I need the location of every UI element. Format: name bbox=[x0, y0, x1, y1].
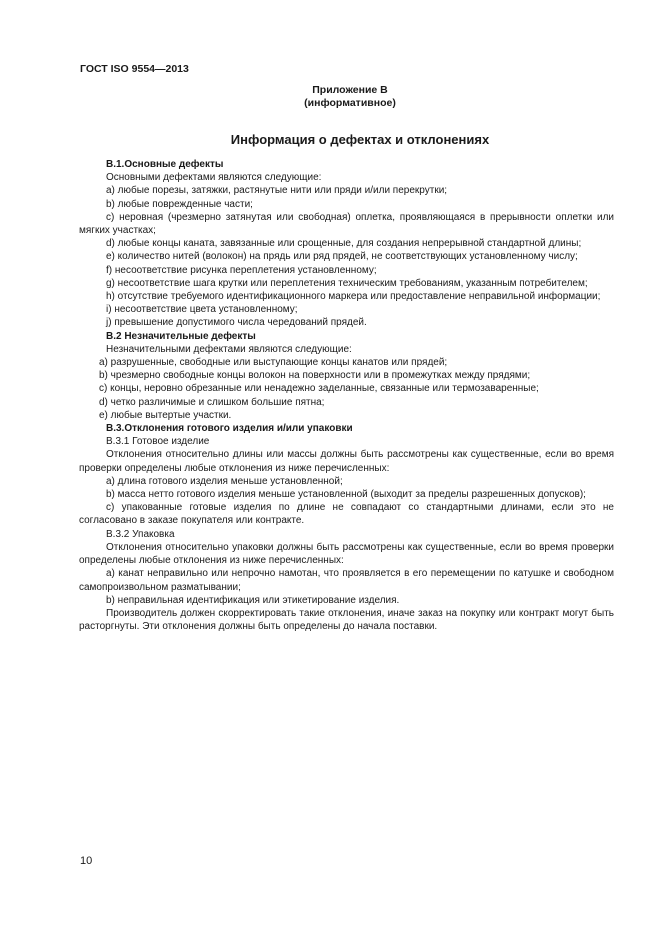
section-heading: В.1.Основные дефекты bbox=[106, 159, 224, 170]
list-item: b) неправильная идентификация или этикетирование изделия. bbox=[106, 594, 400, 606]
list-item: b) любые поврежденные части; bbox=[106, 198, 253, 210]
list-item: с) упакованные готовые изделия по длине не совпадают со стандартными длинами, если это не согласовано в заказе покупателя или контракте. bbox=[79, 502, 614, 527]
document-body bbox=[79, 158, 614, 633]
list-item: с) неровная (чрезмерно затянутая или свободная) оплетка, проявляющаяся в прерывности оплетки или мягких участках; bbox=[79, 211, 614, 237]
list-item: а) любые порезы, затяжки, растянутые нити или пряди и/или перекрутки; bbox=[106, 185, 448, 197]
paragraph: Основными дефектами являются следующие: bbox=[106, 172, 322, 184]
section-heading: В.3.Отклонения готового изделия и/или упаковки bbox=[106, 423, 353, 435]
paragraph: Отклонения относительно длины или массы должны быть рассмотрены как существенные, если во время проверки определены любые отклонения из ниже перечисленных: bbox=[79, 449, 614, 474]
subsection-heading: В.3.2 Упаковка bbox=[106, 528, 175, 540]
page-number: 10 bbox=[80, 855, 93, 867]
section-heading: В.2 Незначительные дефекты bbox=[106, 330, 256, 342]
list-item: d) четко различимые и слишком большие пятна; bbox=[99, 396, 325, 408]
list-item: а) канат неправильно или непрочно намотан, что проявляется в его перемещении по катушке и свободном самопроизвольном разматывании; bbox=[79, 568, 614, 593]
list-item: i) несоответствие цвета установленному; bbox=[106, 304, 298, 316]
list-item: а) разрушенные, свободные или выступающие концы канатов или прядей; bbox=[99, 357, 448, 369]
subsection-heading: В.3.1 Готовое изделие bbox=[106, 436, 210, 448]
list-item: d) любые концы каната, завязанные или срощенные, для создания непрерывной стандартной длины; bbox=[106, 238, 582, 250]
paragraph: Незначительными дефектами являются следующие: bbox=[106, 343, 352, 355]
list-item: g) несоответствие шага крутки или переплетения техническим требованиям, указанным потребителем; bbox=[106, 277, 588, 289]
list-item: f) несоответствие рисунка переплетения установленному; bbox=[106, 264, 377, 276]
list-item: j) превышение допустимого числа чередований прядей. bbox=[106, 317, 367, 329]
list-item: а) длина готового изделия меньше установленной; bbox=[106, 475, 343, 487]
list-item: е) любые вытертые участки. bbox=[99, 409, 232, 421]
appendix-title: Приложение В bbox=[312, 84, 388, 96]
list-item: е) количество нитей (волокон) на прядь или ряд прядей, не соответствующих установленному числу; bbox=[106, 251, 578, 263]
paragraph: Отклонения относительно упаковки должны быть рассмотрены как существенные, если во время проверки определены любые отклонения из ниже перечисленных: bbox=[79, 541, 614, 567]
list-item: с) концы, неровно обрезанные или ненадежно заделанные, связанные или термозаваренные; bbox=[99, 383, 539, 395]
document-header: ГОСТ ISO 9554—2013 bbox=[80, 63, 189, 75]
list-item: b) чрезмерно свободные концы волокон на поверхности или в промежутках между прядями; bbox=[99, 370, 531, 382]
page-title: Информация о дефектах и отклонениях bbox=[230, 132, 490, 147]
list-item: h) отсутствие требуемого идентификационного маркера или предоставление неправильной информации; bbox=[106, 291, 601, 303]
list-item: b) масса нетто готового изделия меньше установленной (выходит за пределы разрешенных допусков); bbox=[106, 489, 586, 501]
paragraph: Производитель должен скорректировать такие отклонения, иначе заказ на покупку или контракт могут быть расторгнуты. Эти отклонения должны быть определены до начала поставки. bbox=[79, 607, 614, 633]
appendix-type: (информативное) bbox=[304, 97, 396, 109]
